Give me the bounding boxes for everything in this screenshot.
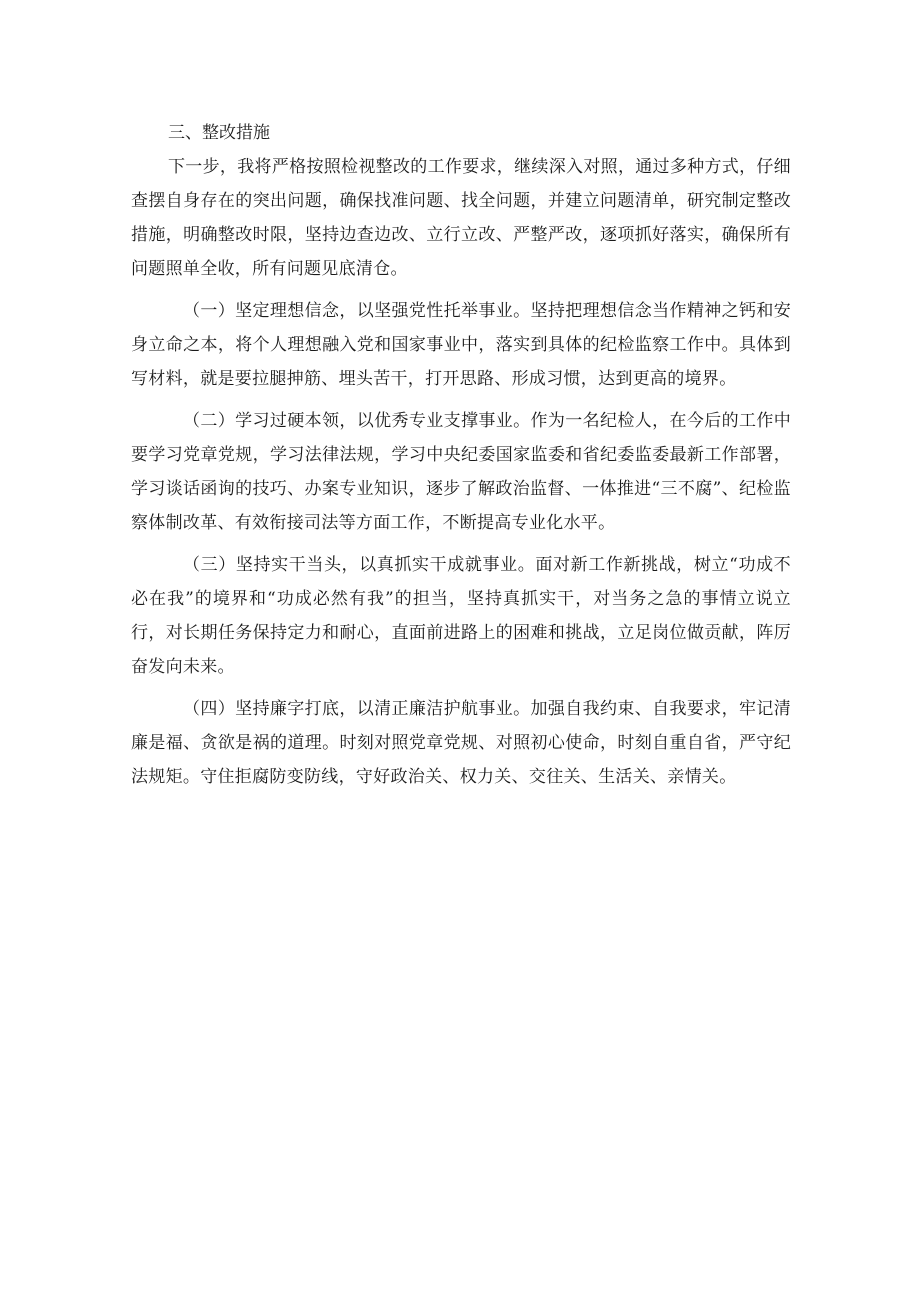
paragraph-item-4: （四）坚持廉字打底，以清正廉洁护航事业。加强自我约束、自我要求，牢记清廉是福、贪欲是祸的道理。时刻对照党章党规、对照初心使命，时刻自重自省，严守纪法规矩。守住拒腐防变防线，守好政治关、权力关、交往关、生活关、亲情关。: [131, 699, 791, 787]
paragraph-item-2: （二）学习过硬本领，以优秀专业支撑事业。作为一名纪检人，在今后的工作中要学习党章党规，学习法律法规，学习中央纪委国家监委和省纪委监委最新工作部署，学习谈话函询的技巧、办案专业知识，逐步了解政治监督、一体推进“三不腐”、纪检监察体制改革、有效衔接司法等方面工作，不断提高专业化水平。: [131, 411, 791, 533]
paragraph-item-1: （一）坚定理想信念，以坚强党性托举事业。坚持把理想信念当作精神之钙和安身立命之本，将个人理想融入党和国家事业中，落实到具体的纪检监察工作中。具体到写材料，就是要拉腿抻筋、埋头苦干，打开思路、形成习惯，达到更高的境界。: [131, 301, 791, 389]
section-heading: 三、整改措施: [168, 123, 270, 143]
document-body: [131, 116, 791, 802]
paragraph-intro: 下一步，我将严格按照检视整改的工作要求，继续深入对照，通过多种方式，仔细查摆自身存在的突出问题，确保找准问题、找全问题，并建立问题清单，研究制定整改措施，明确整改时限，坚持边查边改、立行立改、严整严改，逐项抓好落实，确保所有问题照单全收，所有问题见底清仓。: [131, 157, 791, 279]
paragraph-item-3: （三）坚持实干当头，以真抓实干成就事业。面对新工作新挑战，树立“功成不必在我”的境界和“功成必然有我”的担当，坚持真抓实干，对当务之急的事情立说立行，对长期任务保持定力和耐心，直面前进路上的困难和挑战，立足岗位做贡献，阵厉奋发向未来。: [131, 555, 791, 677]
